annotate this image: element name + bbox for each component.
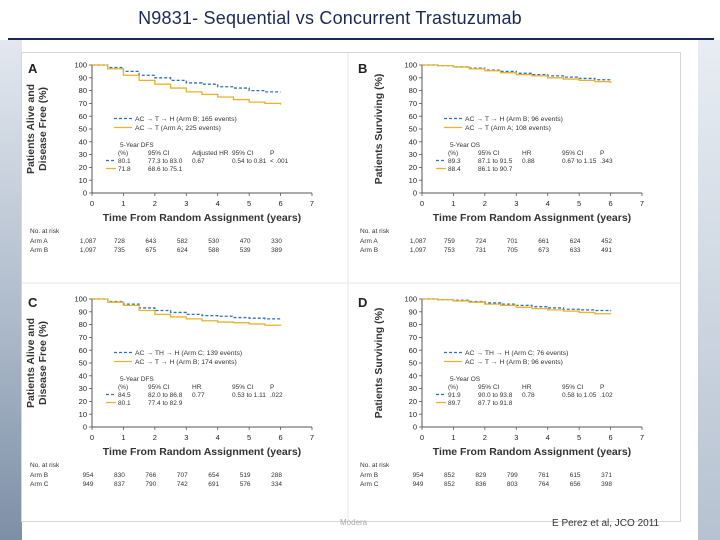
stats-column-header: (%) <box>118 150 129 157</box>
stats-column-header: 95% CI <box>478 150 500 157</box>
citation: E Perez et al, JCO 2011 <box>552 518 660 529</box>
stats-column-header: 95% CI <box>148 150 170 157</box>
risk-count: 330 <box>271 238 283 245</box>
risk-count: 288 <box>271 472 283 479</box>
risk-count: 643 <box>145 238 157 245</box>
stats-cell: 80.1 <box>118 400 131 407</box>
panel-letter: D <box>358 295 368 310</box>
x-tick-label: 0 <box>89 433 95 442</box>
y-tick-label: 90 <box>78 307 87 317</box>
x-tick-label: 4 <box>545 433 550 442</box>
risk-count: 753 <box>443 247 455 254</box>
x-tick-label: 7 <box>309 199 315 208</box>
y-tick-label: 50 <box>408 358 417 368</box>
x-tick-label: 3 <box>184 433 189 442</box>
risk-count: 803 <box>506 481 518 488</box>
y-axis-title: Patients Surviving (%) <box>373 73 385 185</box>
x-tick-label: 6 <box>278 433 283 442</box>
risk-count: 371 <box>601 472 613 479</box>
risk-count: 724 <box>475 238 487 245</box>
x-tick-label: 6 <box>608 199 613 208</box>
risk-count: 836 <box>475 481 487 488</box>
risk-count: 731 <box>475 247 487 254</box>
km-figure-panel <box>21 52 681 522</box>
legend-entry: AC → TH → H (Arm C; 139 events) <box>135 350 243 357</box>
risk-count: 452 <box>601 238 613 245</box>
y-tick-label: 100 <box>74 294 87 304</box>
risk-count: 576 <box>239 481 251 488</box>
y-tick-label: 60 <box>78 345 87 355</box>
stats-cell: 0.53 to 1.11 <box>232 392 266 399</box>
y-tick-label: 0 <box>82 188 87 198</box>
stats-cell: 68.6 to 75.1 <box>148 166 183 173</box>
risk-count: 588 <box>208 247 220 254</box>
x-tick-label: 6 <box>278 199 283 208</box>
y-tick-label: 30 <box>78 384 87 394</box>
risk-count: 470 <box>239 238 251 245</box>
y-tick-label: 10 <box>408 175 417 185</box>
x-tick-label: 4 <box>215 199 220 208</box>
legend-entry: AC → T → H (Arm B; 174 events) <box>135 359 237 366</box>
stats-column-header: 95% CI <box>562 384 584 391</box>
stats-column-header: HR <box>192 384 202 391</box>
risk-count: 1,087 <box>79 238 97 245</box>
x-tick-label: 1 <box>121 433 126 442</box>
stats-heading: 5-Year OS <box>450 142 481 149</box>
stats-heading: 5-Year OS <box>450 376 481 383</box>
slide-title: N9831- Sequential vs Concurrent Trastuzumab <box>138 8 522 28</box>
y-tick-label: 90 <box>78 73 87 83</box>
x-tick-label: 2 <box>482 433 487 442</box>
panel-letter: A <box>28 61 38 76</box>
y-tick-label: 90 <box>408 73 417 83</box>
risk-table-header: No. at risk <box>360 462 390 469</box>
stats-cell: 80.1 <box>118 158 131 165</box>
x-tick-label: 2 <box>152 433 157 442</box>
stats-column-header: P <box>600 384 605 391</box>
risk-count: 728 <box>113 238 125 245</box>
y-tick-label: 80 <box>78 86 87 96</box>
stats-cell: 77.3 to 83.0 <box>148 158 183 165</box>
x-axis-title: Time From Random Assignment (years) <box>102 446 302 458</box>
stats-column-header: HR <box>522 384 532 391</box>
risk-count: 656 <box>569 481 581 488</box>
y-tick-label: 0 <box>412 188 417 198</box>
risk-count: 691 <box>208 481 220 488</box>
km-panel-d <box>358 295 644 488</box>
risk-count: 519 <box>239 472 251 479</box>
slide-background-left <box>0 40 22 540</box>
y-tick-label: 90 <box>408 307 417 317</box>
stats-column-header: 95% CI <box>562 150 584 157</box>
risk-count: 654 <box>208 472 220 479</box>
stats-cell: .343 <box>600 158 613 165</box>
x-tick-label: 0 <box>89 199 95 208</box>
risk-count: 530 <box>208 238 220 245</box>
stats-column-header: (%) <box>448 150 459 157</box>
risk-count: 790 <box>145 481 157 488</box>
stats-column-header: P <box>600 150 605 157</box>
risk-table-header: No. at risk <box>30 228 60 235</box>
stats-cell: 87.7 to 91.8 <box>478 400 513 407</box>
x-tick-label: 3 <box>184 199 189 208</box>
y-tick-label: 20 <box>408 163 417 172</box>
risk-count: 852 <box>443 481 455 488</box>
stats-cell: 0.77 <box>192 392 205 399</box>
y-tick-label: 60 <box>408 345 417 355</box>
risk-count: 954 <box>82 472 94 479</box>
x-axis-title: Time From Random Assignment (years) <box>102 212 302 224</box>
risk-count: 837 <box>113 481 125 488</box>
risk-count: 949 <box>82 481 94 488</box>
risk-count: 799 <box>506 472 518 479</box>
stats-cell: .022 <box>270 392 283 399</box>
risk-count: 949 <box>412 481 424 488</box>
risk-count: 633 <box>569 247 581 254</box>
stats-cell: < .001 <box>270 158 289 165</box>
y-tick-label: 0 <box>412 422 417 432</box>
y-tick-label: 40 <box>78 371 87 381</box>
legend-entry: AC → T → H (Arm B; 96 events) <box>465 359 563 366</box>
stats-column-header: HR <box>522 150 532 157</box>
risk-row-label: Arm A <box>30 238 48 245</box>
y-tick-label: 30 <box>78 150 87 160</box>
y-tick-label: 100 <box>404 294 417 304</box>
y-tick-label: 100 <box>404 60 417 70</box>
y-axis-title: Patients Surviving (%) <box>373 307 385 419</box>
x-tick-label: 4 <box>215 433 220 442</box>
x-tick-label: 7 <box>639 433 645 442</box>
risk-count: 615 <box>569 472 581 479</box>
stats-cell: 0.54 to 0.81 <box>232 158 267 165</box>
y-tick-label: 50 <box>78 124 87 134</box>
y-tick-label: 100 <box>74 60 87 70</box>
risk-count: 701 <box>506 238 518 245</box>
stats-column-header: 95% CI <box>478 384 500 391</box>
stats-cell: 0.58 to 1.05 <box>562 392 597 399</box>
y-tick-label: 80 <box>78 320 87 330</box>
stats-column-header: 95% CI <box>232 384 254 391</box>
y-tick-label: 10 <box>78 175 87 185</box>
stats-cell: 0.67 to 1.15 <box>562 158 597 165</box>
risk-count: 954 <box>412 472 424 479</box>
km-curve-solid <box>422 65 611 83</box>
stats-cell: 71.8 <box>118 166 131 173</box>
km-curve-solid <box>422 299 611 314</box>
stats-cell: 86.1 to 90.7 <box>478 166 513 173</box>
stats-cell: 77.4 to 82.9 <box>148 400 183 407</box>
risk-count: 675 <box>145 247 157 254</box>
km-panel-c <box>25 295 314 488</box>
legend-entry: AC → T → H (Arm B; 165 events) <box>135 116 237 123</box>
risk-count: 539 <box>239 247 251 254</box>
stats-cell: 82.0 to 86.8 <box>148 392 183 399</box>
stats-cell: 0.78 <box>522 392 535 399</box>
risk-row-label: Arm B <box>30 247 49 254</box>
risk-count: 735 <box>113 247 125 254</box>
risk-count: 705 <box>506 247 518 254</box>
risk-count: 766 <box>145 472 157 479</box>
risk-count: 624 <box>176 247 188 254</box>
stats-cell: 84.5 <box>118 392 131 399</box>
km-curves-figure <box>22 53 680 521</box>
y-axis-title: Patients Alive and <box>25 317 37 409</box>
panel-letter: C <box>28 295 38 310</box>
stats-cell: .102 <box>600 392 613 399</box>
risk-count: 852 <box>443 472 455 479</box>
x-tick-label: 0 <box>419 199 425 208</box>
risk-count: 398 <box>601 481 613 488</box>
y-tick-label: 20 <box>78 163 87 172</box>
risk-row-label: Arm B <box>360 472 379 479</box>
legend-entry: AC → T → H (Arm B; 96 events) <box>465 116 563 123</box>
slide-background-right <box>698 40 720 540</box>
risk-row-label: Arm B <box>360 247 379 254</box>
risk-table-header: No. at risk <box>360 228 390 235</box>
stats-cell: 89.3 <box>448 158 461 165</box>
risk-count: 742 <box>176 481 188 488</box>
stats-column-header: P <box>270 150 275 157</box>
risk-count: 1,097 <box>79 247 97 254</box>
km-curve-solid <box>92 65 281 105</box>
risk-count: 389 <box>271 247 283 254</box>
y-axis-title: Patients Alive and <box>25 83 37 175</box>
x-tick-label: 1 <box>121 199 126 208</box>
panel-letter: B <box>358 61 368 76</box>
risk-count: 582 <box>176 238 188 245</box>
y-axis-title: Disease Free (%) <box>37 320 49 406</box>
stats-column-header: 95% CI <box>148 384 170 391</box>
y-tick-label: 80 <box>408 86 417 96</box>
watermark-text: Modera <box>340 518 368 527</box>
km-panel-a <box>25 61 314 254</box>
y-axis-title: Disease Free (%) <box>37 86 49 172</box>
x-tick-label: 1 <box>451 199 456 208</box>
km-panel-b <box>358 61 644 254</box>
y-tick-label: 60 <box>408 111 417 121</box>
y-tick-label: 20 <box>408 397 417 406</box>
risk-count: 707 <box>176 472 188 479</box>
legend-entry: AC → T (Arm A; 225 events) <box>135 125 221 132</box>
risk-count: 761 <box>538 472 550 479</box>
stats-cell: 87.1 to 91.5 <box>478 158 513 165</box>
x-tick-label: 5 <box>247 433 252 442</box>
x-tick-label: 2 <box>482 199 487 208</box>
stats-column-header: (%) <box>448 384 459 391</box>
stats-column-header: 95% CI <box>232 150 254 157</box>
risk-count: 829 <box>475 472 487 479</box>
x-tick-label: 3 <box>514 433 519 442</box>
risk-row-label: Arm A <box>360 238 378 245</box>
x-tick-label: 5 <box>577 433 582 442</box>
stats-heading: 5-Year DFS <box>120 142 154 149</box>
risk-count: 830 <box>113 472 125 479</box>
y-tick-label: 70 <box>78 333 87 342</box>
x-tick-label: 7 <box>309 433 315 442</box>
y-tick-label: 30 <box>408 384 417 394</box>
y-tick-label: 10 <box>78 409 87 419</box>
risk-count: 673 <box>538 247 550 254</box>
y-tick-label: 70 <box>408 333 417 342</box>
legend-entry: AC → T (Arm A; 108 events) <box>465 125 551 132</box>
x-tick-label: 5 <box>247 199 252 208</box>
y-tick-label: 30 <box>408 150 417 160</box>
y-tick-label: 70 <box>78 99 87 108</box>
stats-cell: 88.4 <box>448 166 461 173</box>
stats-heading: 5-Year DFS <box>120 376 154 383</box>
title-underline <box>8 38 714 40</box>
risk-count: 661 <box>538 238 550 245</box>
risk-count: 624 <box>569 238 581 245</box>
y-tick-label: 50 <box>408 124 417 134</box>
y-tick-label: 60 <box>78 111 87 121</box>
legend-entry: AC → TH → H (Arm C; 76 events) <box>465 350 569 357</box>
y-tick-label: 80 <box>408 320 417 330</box>
y-tick-label: 70 <box>408 99 417 108</box>
risk-count: 491 <box>601 247 613 254</box>
risk-count: 759 <box>443 238 455 245</box>
stats-cell: 0.88 <box>522 158 535 165</box>
x-tick-label: 0 <box>419 433 425 442</box>
stats-column-header: P <box>270 384 275 391</box>
y-tick-label: 50 <box>78 358 87 368</box>
stats-cell: 90.0 to 93.8 <box>478 392 513 399</box>
x-tick-label: 3 <box>514 199 519 208</box>
x-axis-title: Time From Random Assignment (years) <box>432 212 632 224</box>
stats-cell: 91.9 <box>448 392 461 399</box>
risk-count: 334 <box>271 481 283 488</box>
risk-table-header: No. at risk <box>30 462 60 469</box>
y-tick-label: 20 <box>78 397 87 406</box>
x-tick-label: 7 <box>639 199 645 208</box>
risk-row-label: Arm C <box>30 481 49 488</box>
x-tick-label: 1 <box>451 433 456 442</box>
risk-row-label: Arm B <box>30 472 49 479</box>
x-tick-label: 5 <box>577 199 582 208</box>
x-tick-label: 6 <box>608 433 613 442</box>
y-tick-label: 0 <box>82 422 87 432</box>
stats-column-header: Adjusted HR <box>192 150 229 157</box>
risk-count: 1,087 <box>409 238 427 245</box>
x-tick-label: 4 <box>545 199 550 208</box>
risk-count: 764 <box>538 481 550 488</box>
risk-count: 1,097 <box>409 247 427 254</box>
stats-cell: 89.7 <box>448 400 461 407</box>
y-tick-label: 40 <box>78 137 87 147</box>
risk-row-label: Arm C <box>360 481 379 488</box>
x-tick-label: 2 <box>152 199 157 208</box>
stats-cell: 0.67 <box>192 158 205 165</box>
y-tick-label: 40 <box>408 137 417 147</box>
y-tick-label: 10 <box>408 409 417 419</box>
y-tick-label: 40 <box>408 371 417 381</box>
x-axis-title: Time From Random Assignment (years) <box>432 446 632 458</box>
stats-column-header: (%) <box>118 384 129 391</box>
